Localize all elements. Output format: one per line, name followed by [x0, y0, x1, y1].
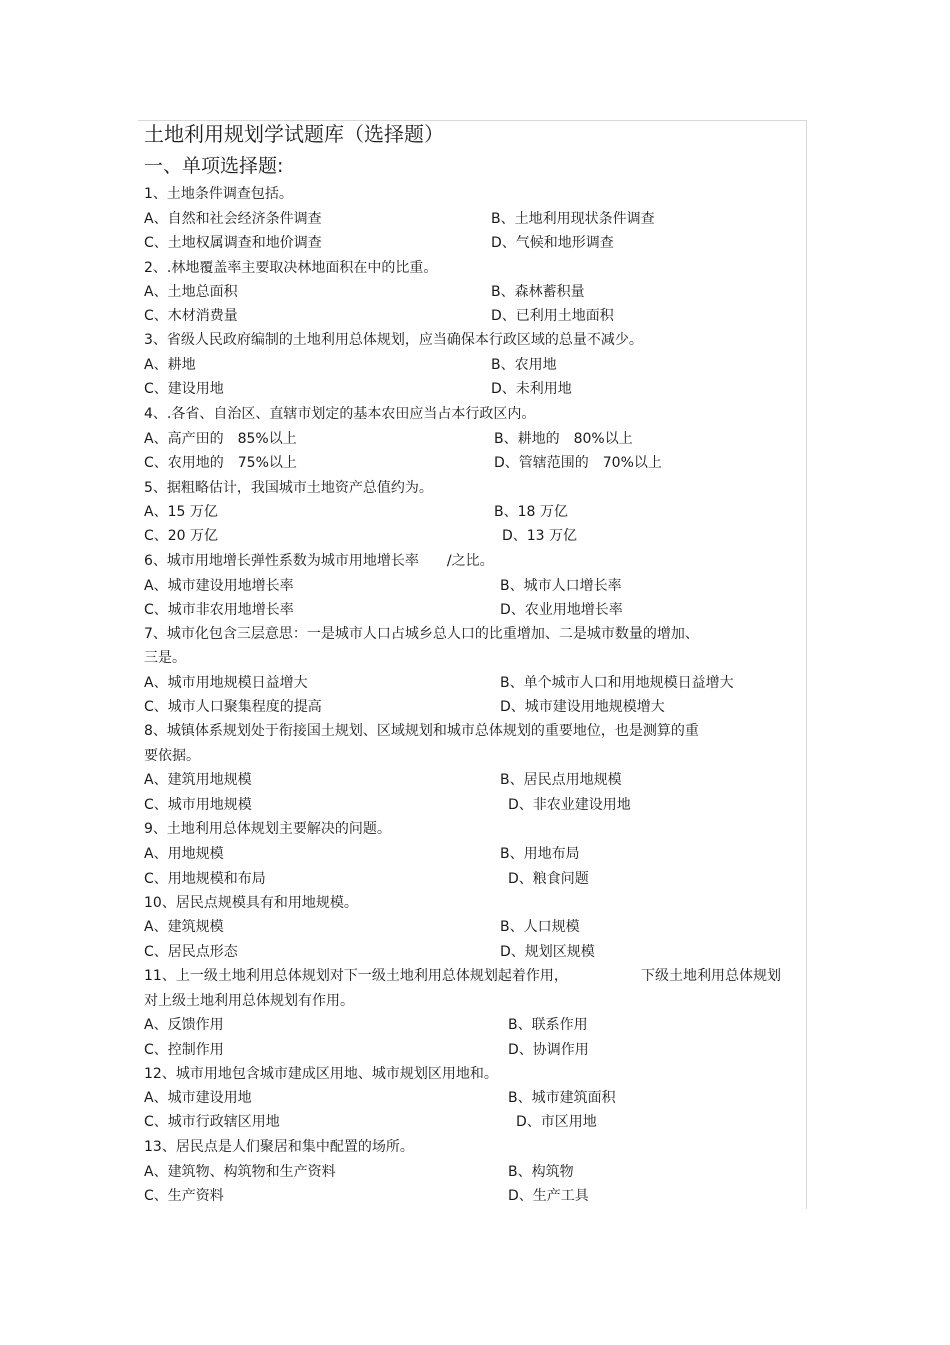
- option-b: B、居民点用地规模: [500, 772, 622, 788]
- question-stem: 6、城市用地增长弹性系数为城市用地增长率 /之比。: [144, 553, 494, 569]
- option-a: A、城市建设用地: [144, 1090, 252, 1106]
- option-a: A、耕地: [144, 357, 196, 373]
- option-b: B、单个城市人口和用地规模日益增大: [500, 675, 734, 691]
- option-c: C、用地规模和布局: [144, 871, 266, 887]
- option-a: A、土地总面积: [144, 284, 238, 300]
- option-a: A、自然和社会经济条件调查: [144, 211, 322, 227]
- question-stem: 8、城镇体系规划处于衔接国土规划、区域规划和城市总体规划的重要地位，也是测算的重: [144, 723, 699, 739]
- option-a: A、城市用地规模日益增大: [144, 675, 308, 691]
- option-c: C、控制作用: [144, 1042, 224, 1058]
- option-b: B、联系作用: [508, 1017, 588, 1033]
- option-c: C、城市人口聚集程度的提高: [144, 699, 322, 715]
- option-c: C、木材消费量: [144, 308, 238, 324]
- option-a: A、建筑用地规模: [144, 772, 252, 788]
- option-b: B、构筑物: [508, 1164, 574, 1180]
- question-stem: 4、.各省、自治区、直辖市划定的基本农田应当占本行政区内。: [144, 406, 536, 422]
- option-d: D、规划区规模: [500, 944, 595, 960]
- option-b: B、用地布局: [500, 846, 580, 862]
- option-d: D、市区用地: [516, 1114, 597, 1130]
- question-stem: 1、土地条件调查包括。: [144, 186, 293, 202]
- question-stem: 3、省级人民政府编制的土地利用总体规划，应当确保本行政区域的总量不减少。: [144, 332, 643, 348]
- question-stem-continued: 对上级土地利用总体规划有作用。: [144, 993, 354, 1009]
- option-c: C、农用地的 75%以上: [144, 455, 297, 471]
- option-c: C、土地权属调查和地价调查: [144, 235, 322, 251]
- option-d: D、粮食问题: [508, 871, 589, 887]
- question-stem: 13、居民点是人们聚居和集中配置的场所。: [144, 1139, 414, 1155]
- page-frame: [138, 120, 807, 1209]
- option-d: D、生产工具: [508, 1188, 589, 1204]
- option-a: A、用地规模: [144, 846, 224, 862]
- option-c: C、建设用地: [144, 381, 224, 397]
- option-c: C、城市行政辖区用地: [144, 1114, 280, 1130]
- option-b: B、耕地的 80%以上: [494, 431, 633, 447]
- option-d: D、协调作用: [508, 1042, 589, 1058]
- section-heading: 一、单项选择题:: [144, 155, 284, 177]
- option-c: C、生产资料: [144, 1188, 224, 1204]
- option-a: A、城市建设用地增长率: [144, 578, 294, 594]
- option-d: D、农业用地增长率: [500, 602, 623, 618]
- option-b: B、农用地: [491, 357, 557, 373]
- page-title: 土地利用规划学试题库（选择题）: [144, 122, 444, 146]
- option-b: B、人口规模: [500, 919, 580, 935]
- option-a: A、15 万亿: [144, 504, 218, 520]
- question-stem-tail: 下级土地利用总体规划: [641, 968, 781, 984]
- option-d: D、管辖范围的 70%以上: [494, 455, 662, 471]
- option-b: B、城市建筑面积: [508, 1090, 616, 1106]
- option-d: D、非农业建设用地: [508, 797, 631, 813]
- option-c: C、城市用地规模: [144, 797, 252, 813]
- question-stem-continued: 三是。: [144, 650, 186, 666]
- option-b: B、森林蓄积量: [491, 284, 585, 300]
- option-b: B、18 万亿: [494, 504, 568, 520]
- question-stem: 2、.林地覆盖率主要取决林地面积在中的比重。: [144, 260, 438, 276]
- option-d: D、13 万亿: [502, 528, 578, 544]
- option-c: C、居民点形态: [144, 944, 238, 960]
- option-d: D、未利用地: [491, 381, 572, 397]
- question-stem-continued: 要依据。: [144, 748, 200, 764]
- question-stem: 10、居民点规模具有和用地规模。: [144, 895, 358, 911]
- question-stem: 9、土地利用总体规划主要解决的问题。: [144, 821, 391, 837]
- question-stem: 12、城市用地包含城市建成区用地、城市规划区用地和。: [144, 1066, 498, 1082]
- option-c: C、20 万亿: [144, 528, 219, 544]
- question-stem: 7、城市化包含三层意思：一是城市人口占城乡总人口的比重增加、二是城市数量的增加、: [144, 626, 699, 642]
- option-b: B、土地利用现状条件调查: [491, 211, 655, 227]
- question-stem: 5、据粗略估计，我国城市土地资产总值约为。: [144, 480, 433, 496]
- option-a: A、建筑物、构筑物和生产资料: [144, 1164, 336, 1180]
- option-a: A、反馈作用: [144, 1017, 224, 1033]
- option-c: C、城市非农用地增长率: [144, 602, 294, 618]
- option-a: A、建筑规模: [144, 919, 224, 935]
- option-d: D、城市建设用地规模增大: [500, 699, 665, 715]
- option-b: B、城市人口增长率: [500, 578, 622, 594]
- option-a: A、高产田的 85%以上: [144, 431, 297, 447]
- option-d: D、气候和地形调查: [491, 235, 614, 251]
- question-stem: 11、上一级土地利用总体规划对下一级土地利用总体规划起着作用，: [144, 968, 568, 984]
- option-d: D、已利用土地面积: [491, 308, 614, 324]
